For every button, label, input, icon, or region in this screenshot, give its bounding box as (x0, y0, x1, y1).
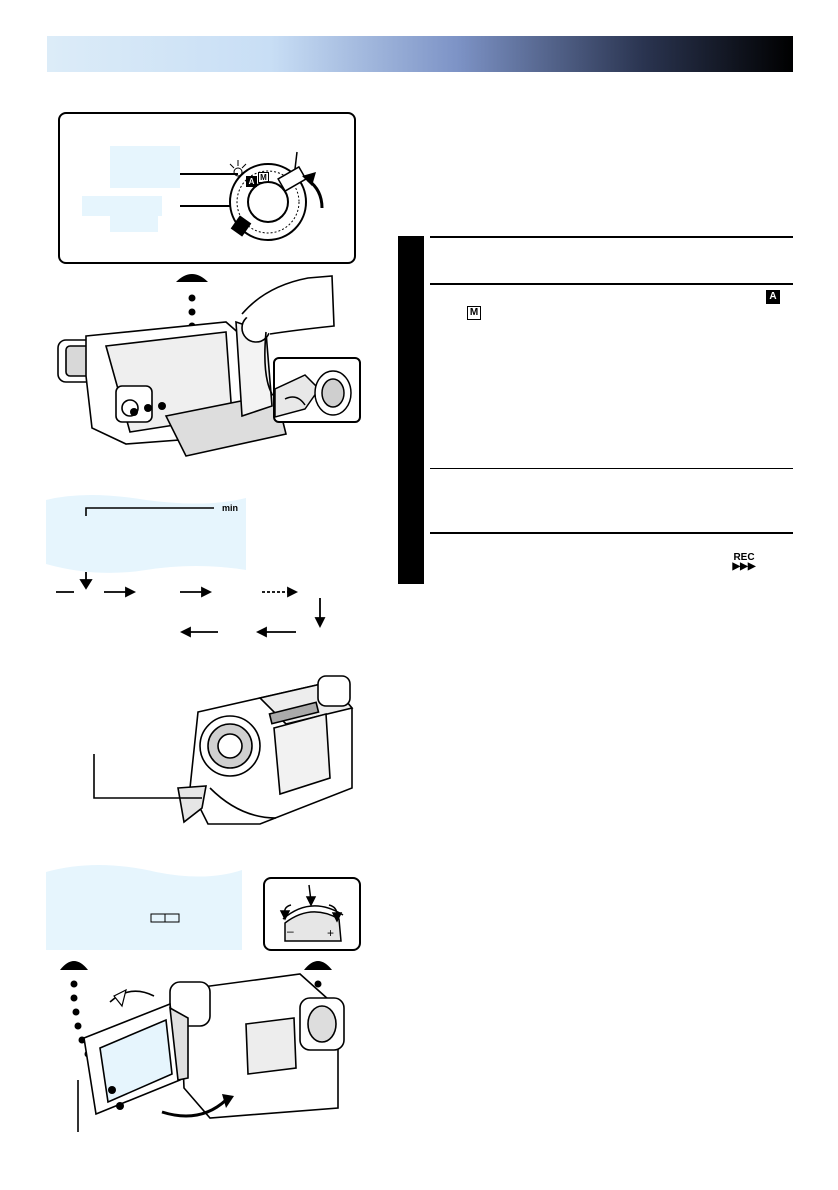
adjust-dial-detail-box (263, 877, 361, 951)
rec-label: REC (733, 552, 755, 563)
step-indicator-bar (398, 236, 424, 584)
header-gradient-bar (47, 36, 793, 72)
lens-cap-detail-box (273, 357, 361, 423)
step-rule-2 (430, 283, 793, 285)
mode-dial-icon (60, 114, 354, 262)
minutes-unit-label: min (222, 503, 239, 513)
svg-text:–: – (287, 924, 294, 938)
finger-press-icon (265, 879, 359, 949)
camcorder-lcd-open-illustration (70, 968, 360, 1132)
lcd-screen-panel (46, 862, 242, 950)
manual-mode-icon: M (258, 172, 269, 183)
auto-mode-icon: A (246, 176, 257, 187)
camcorder-front-illustration (90, 668, 360, 832)
svg-text:+: + (327, 926, 335, 940)
rec-arrows: ▶▶▶ (732, 561, 756, 572)
tape-counter-screen (46, 494, 246, 576)
auto-mode-indicator-icon: A (766, 290, 780, 304)
rec-indicator-icon (730, 553, 758, 571)
manual-mode-indicator-icon: M (467, 306, 481, 320)
step-rule-1 (430, 236, 793, 238)
step-rule-4 (430, 532, 793, 534)
lens-cap-icon (275, 359, 359, 421)
sequence-arrows (46, 572, 336, 642)
step-rule-3 (430, 468, 793, 469)
mode-dial-diagram-box (58, 112, 356, 264)
